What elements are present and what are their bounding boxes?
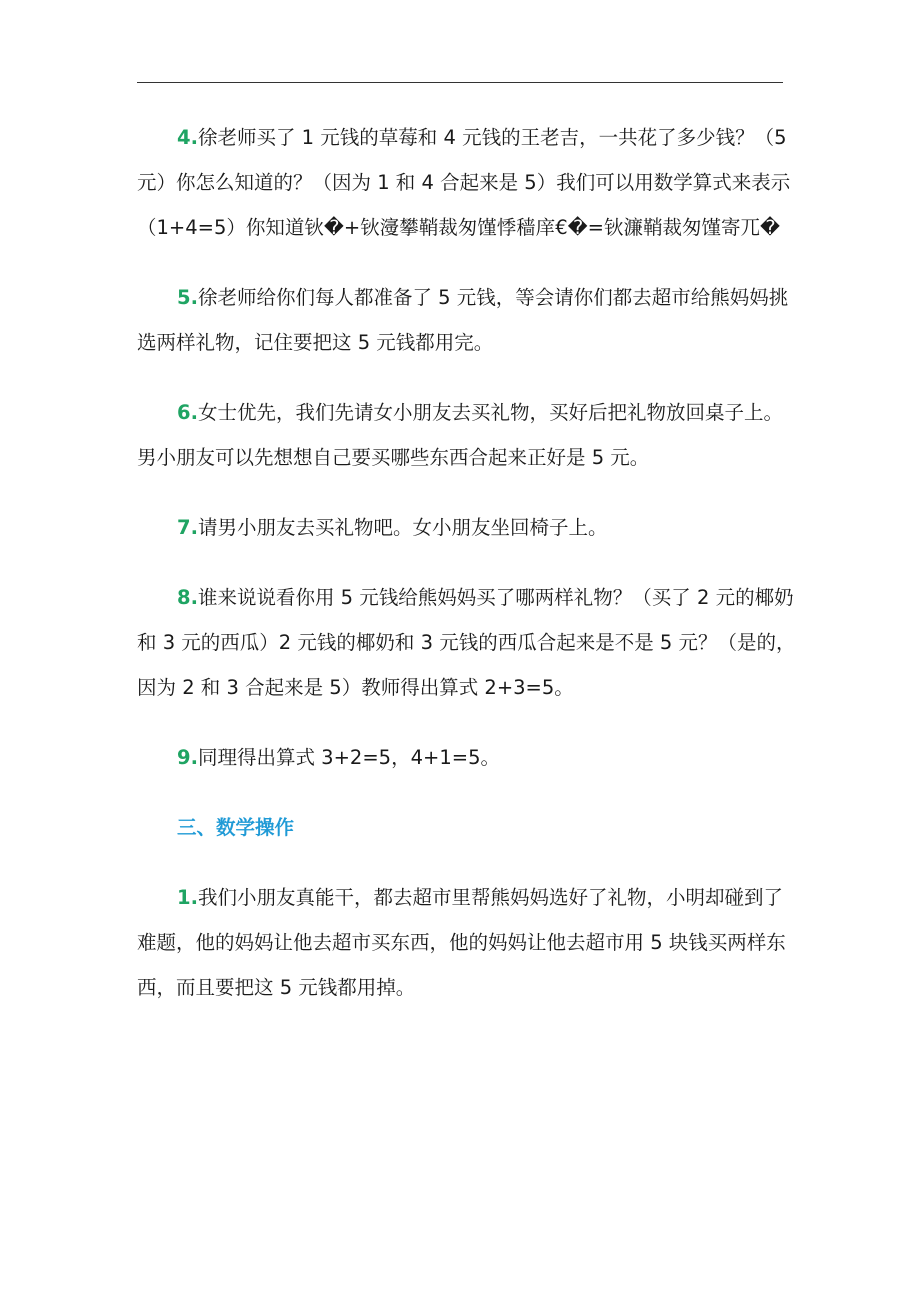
section-heading: 三、数学操作 bbox=[177, 816, 295, 839]
list-item bbox=[137, 390, 797, 480]
list-item bbox=[137, 735, 797, 780]
list-item bbox=[137, 575, 797, 710]
item-number: 5. bbox=[177, 286, 198, 309]
item-text: 谁来说说看你用 5 元钱给熊妈妈买了哪两样礼物？（买了 2 元的椰奶和 3 元的西瓜）2 元钱的椰奶和 3 元钱的西瓜合起来是不是 5 元？（是的，因为 2 和 3 合起来是 5）教师得出算式 2+3=5。 bbox=[137, 586, 796, 699]
item-number: 9. bbox=[177, 746, 198, 769]
item-number: 8. bbox=[177, 586, 198, 609]
item-number: 6. bbox=[177, 401, 198, 424]
item-text: 徐老师买了 1 元钱的草莓和 4 元钱的王老吉，一共花了多少钱？（5 元）你怎么知道的？（因为 1 和 4 合起来是 5）我们可以用数学算式来表示（1+4=5）你知道钬�+钬濅攀鞘裁匆馑悸穑庠€�=钬濂鞘裁匆馑寄兀� bbox=[137, 126, 791, 239]
list-item bbox=[137, 275, 797, 365]
item-text: 请男小朋友去买礼物吧。女小朋友坐回椅子上。 bbox=[197, 516, 608, 539]
item-text: 女士优先，我们先请女小朋友去买礼物，买好后把礼物放回桌子上。男小朋友可以先想想自己要买哪些东西合起来正好是 5 元。 bbox=[137, 401, 783, 469]
item-text: 我们小朋友真能干，都去超市里帮熊妈妈选好了礼物，小明却碰到了难题，他的妈妈让他去超市买东西，他的妈妈让他去超市用 5 块钱买两样东西，而且要把这 5 元钱都用掉。 bbox=[137, 886, 786, 999]
document-body bbox=[137, 115, 797, 1035]
item-number: 4. bbox=[177, 126, 198, 149]
item-text: 同理得出算式 3+2=5，4+1=5。 bbox=[197, 746, 500, 769]
item-text: 徐老师给你们每人都准备了 5 元钱，等会请你们都去超市给熊妈妈挑选两样礼物，记住要把这 5 元钱都用完。 bbox=[137, 286, 789, 354]
header-rule bbox=[137, 82, 783, 83]
item-number: 7. bbox=[177, 516, 198, 539]
list-item bbox=[137, 875, 797, 1010]
list-item bbox=[137, 505, 797, 550]
item-number: 1. bbox=[177, 886, 198, 909]
list-item bbox=[137, 115, 797, 250]
